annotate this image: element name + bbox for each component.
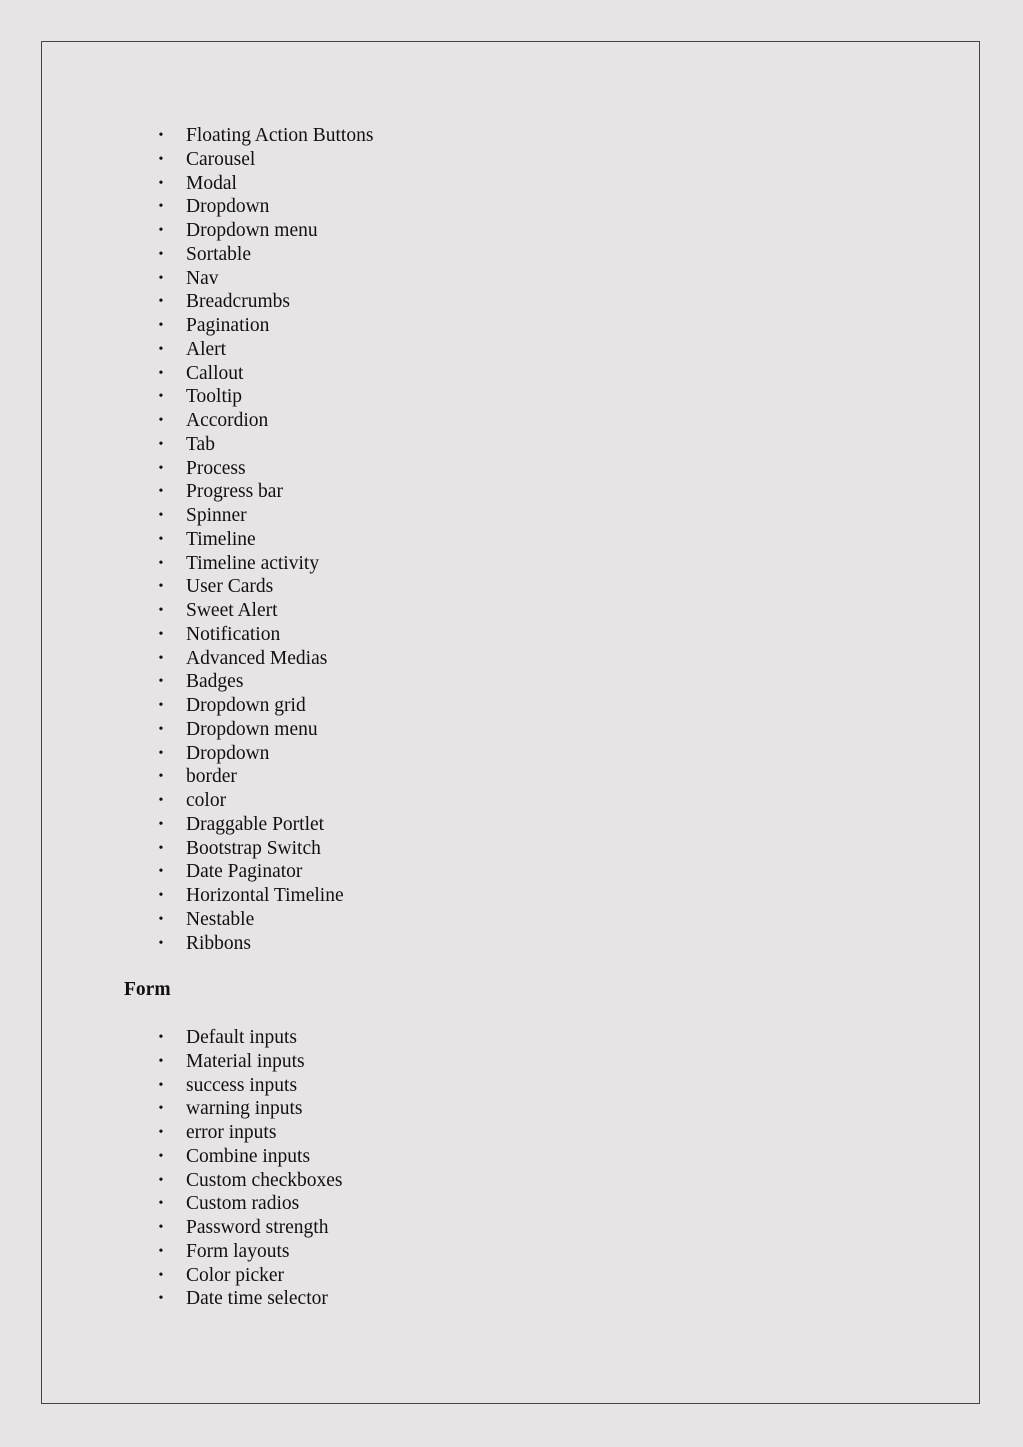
bullet-icon: • <box>158 1148 164 1164</box>
bullet-icon: • <box>158 650 164 666</box>
bullet-icon: • <box>158 1291 164 1307</box>
list-item <box>42 647 373 671</box>
bullet-icon: • <box>158 888 164 903</box>
list-item <box>42 124 373 148</box>
bullet-icon: • <box>158 721 164 737</box>
bullet-icon: • <box>158 199 164 215</box>
bullet-icon: • <box>158 1172 164 1188</box>
list-item <box>42 195 373 219</box>
list-item-label: Draggable Portlet <box>186 813 325 835</box>
bullet-icon: • <box>158 318 164 333</box>
list-item-label: Dropdown menu <box>186 718 318 740</box>
form-list <box>42 1026 343 1311</box>
list-item <box>42 789 373 813</box>
list-item <box>42 243 373 267</box>
bullet-icon: • <box>158 603 164 618</box>
list-item <box>42 528 373 552</box>
bullet-icon: • <box>158 1267 164 1283</box>
bullet-icon: • <box>158 864 164 880</box>
bullet-icon: • <box>158 223 164 238</box>
bullet-icon: • <box>158 674 164 690</box>
bullet-icon: • <box>158 555 164 571</box>
bullet-icon: • <box>158 413 164 428</box>
list-item <box>42 932 373 956</box>
list-item <box>42 552 373 576</box>
list-item <box>42 314 373 338</box>
bullet-icon: • <box>158 911 164 927</box>
list-item <box>42 670 373 694</box>
list-item <box>42 813 373 837</box>
bullet-icon: • <box>158 270 164 286</box>
list-item <box>42 433 373 457</box>
list-item <box>42 694 373 718</box>
bullet-icon: • <box>158 365 164 381</box>
list-item-label: Custom checkboxes <box>186 1169 343 1191</box>
list-item-label: Combine inputs <box>186 1145 311 1167</box>
list-item <box>42 219 373 243</box>
list-item <box>42 837 373 861</box>
bullet-icon: • <box>158 1077 164 1093</box>
bullet-icon: • <box>158 246 164 262</box>
bullet-icon: • <box>158 793 164 808</box>
list-item <box>42 409 373 433</box>
bullet-icon: • <box>158 1125 164 1140</box>
list-item-label: Form layouts <box>186 1240 290 1262</box>
list-item <box>42 1074 343 1098</box>
list-item-label: Sweet Alert <box>186 600 278 621</box>
bullet-icon: • <box>158 1101 164 1117</box>
bullet-icon: • <box>158 579 164 595</box>
list-item-label: warning inputs <box>186 1098 303 1120</box>
list-item <box>42 1287 343 1311</box>
components-list <box>42 124 373 955</box>
list-item <box>42 765 373 789</box>
list-item-label: Carousel <box>186 148 256 170</box>
list-item <box>42 599 373 623</box>
list-item <box>42 290 373 314</box>
bullet-icon: • <box>158 1243 164 1259</box>
list-item-label: Dropdown <box>186 742 270 764</box>
bullet-icon: • <box>158 341 164 357</box>
list-item-label: Sortable <box>186 243 251 265</box>
bullet-icon: • <box>158 935 164 951</box>
list-item-label: Floating Action Buttons <box>186 125 374 146</box>
list-item <box>42 1192 343 1216</box>
list-item-label: Date time selector <box>186 1288 328 1310</box>
list-item-label: Progress bar <box>186 481 283 503</box>
list-item-label: color <box>186 790 227 811</box>
bullet-icon: • <box>158 1030 164 1045</box>
list-item-label: Nav <box>186 267 219 289</box>
list-item <box>42 1050 343 1074</box>
list-item-label: Password strength <box>186 1217 329 1238</box>
list-item-label: Nestable <box>186 908 255 930</box>
list-item-label: Process <box>186 457 246 479</box>
list-item-label: border <box>186 766 237 788</box>
bullet-icon: • <box>158 508 164 523</box>
bullet-icon: • <box>158 460 164 476</box>
list-item <box>42 1097 343 1121</box>
list-item <box>42 908 373 932</box>
list-item-label: Horizontal Timeline <box>186 885 344 906</box>
list-item <box>42 1264 343 1288</box>
list-item <box>42 860 373 884</box>
list-item <box>42 338 373 362</box>
document-page <box>41 41 980 1404</box>
list-item-label: Dropdown grid <box>186 695 306 716</box>
list-item <box>42 267 373 291</box>
list-item-label: Spinner <box>186 505 247 526</box>
bullet-icon: • <box>158 175 164 191</box>
list-item-label: Breadcrumbs <box>186 291 290 313</box>
list-item <box>42 480 373 504</box>
bullet-icon: • <box>158 769 164 785</box>
bullet-icon: • <box>158 151 164 167</box>
bullet-icon: • <box>158 1220 164 1235</box>
list-item-label: Modal <box>186 172 237 194</box>
list-item <box>42 1240 343 1264</box>
bullet-icon: • <box>158 816 164 832</box>
bullet-icon: • <box>158 531 164 547</box>
list-item-label: Dropdown <box>186 196 270 218</box>
list-item-label: User Cards <box>186 576 274 598</box>
list-item-label: Ribbons <box>186 932 252 954</box>
list-item-label: Date Paginator <box>186 861 303 883</box>
list-item-label: Custom radios <box>186 1193 300 1215</box>
list-item-label: Tab <box>186 433 215 455</box>
list-item <box>42 504 373 528</box>
bullet-icon: • <box>158 1053 164 1069</box>
list-item-label: Pagination <box>186 315 270 336</box>
list-item-label: Badges <box>186 671 244 693</box>
list-item <box>42 362 373 386</box>
list-item-label: success inputs <box>186 1074 298 1096</box>
bullet-icon: • <box>158 389 164 405</box>
list-item-label: Tooltip <box>186 386 243 408</box>
bullet-icon: • <box>158 294 164 310</box>
list-item-label: Dropdown menu <box>186 220 318 241</box>
bullet-icon: • <box>158 626 164 642</box>
list-item <box>42 718 373 742</box>
list-item-label: Callout <box>186 362 244 384</box>
list-item <box>42 1026 343 1050</box>
list-item <box>42 575 373 599</box>
list-item-label: error inputs <box>186 1122 277 1143</box>
list-item <box>42 385 373 409</box>
list-item <box>42 623 373 647</box>
list-item-label: Color picker <box>186 1264 285 1286</box>
list-item-label: Timeline <box>186 528 256 550</box>
bullet-icon: • <box>158 745 164 761</box>
bullet-icon: • <box>158 698 164 713</box>
list-item-label: Timeline activity <box>186 552 320 574</box>
bullet-icon: • <box>158 436 164 452</box>
bullet-icon: • <box>158 1196 164 1212</box>
bullet-icon: • <box>158 484 164 500</box>
list-item-label: Bootstrap Switch <box>186 837 321 859</box>
list-item-label: Material inputs <box>186 1050 305 1072</box>
list-item <box>42 172 373 196</box>
list-item <box>42 148 373 172</box>
list-item <box>42 1216 343 1240</box>
bullet-icon: • <box>158 128 164 143</box>
list-item-label: Notification <box>186 623 281 645</box>
list-item-label: Default inputs <box>186 1027 298 1048</box>
list-item-label: Alert <box>186 338 227 360</box>
list-item-label: Accordion <box>186 410 269 431</box>
list-item <box>42 742 373 766</box>
list-item-label: Advanced Medias <box>186 647 328 669</box>
list-item <box>42 457 373 481</box>
list-item <box>42 1145 343 1169</box>
list-item <box>42 1121 343 1145</box>
bullet-icon: • <box>158 840 164 856</box>
list-item <box>42 884 373 908</box>
form-section-heading: Form <box>124 979 171 1000</box>
list-item <box>42 1169 343 1193</box>
